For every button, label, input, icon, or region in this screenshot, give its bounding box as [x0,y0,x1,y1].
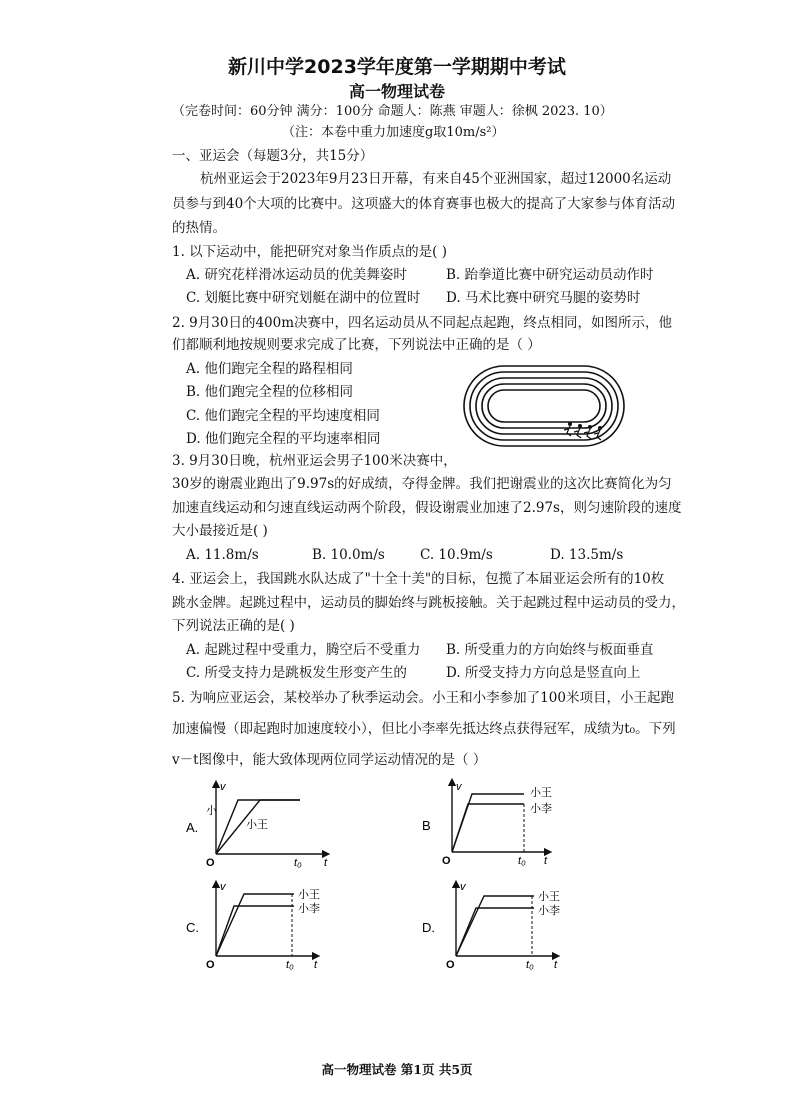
intro-line-2: 员参与到40个大项的比赛中。这项盛大的体育赛事也极大的提高了大家参与体育活动 [172,196,676,212]
q3-stem-1: 3. 9月30日晚，杭州亚运会男子100米决赛中， [172,453,457,469]
q3-option-c: C. 10.9m/s [420,547,493,563]
graph-c-t: t [314,959,318,970]
q1-option-b: B. 跆拳道比赛中研究运动员动作时 [446,267,654,283]
q2-stem-1: 2. 9月30日的400m决赛中，四名运动员从不同起点起跑，终点相同，如图所示，他 [172,315,673,331]
graph-b-origin: O [442,855,451,867]
page-footer: 高一物理试卷 第1页 共5页 [321,1062,473,1077]
q2-option-d: D. 他们跑完全程的平均速率相同 [186,431,381,447]
graph-d-v: v [460,881,466,893]
q4-stem-2: 跳水金牌。起跳过程中，运动员的脚始终与跳板接触。关于起跳过程中运动员的受力， [172,595,685,611]
graph-b [420,778,580,870]
graph-d-label: D. [422,920,435,935]
graph-b-t: t [544,855,548,867]
graph-b-line-li [452,804,524,852]
graph-a-v: v [220,781,226,793]
graph-a-t0: t₀ [294,857,302,869]
q2-option-b: B. 他们跑完全程的位移相同 [186,384,354,400]
graph-a-t: t [324,857,328,869]
intro-line-3: 的热情。 [172,220,226,236]
graph-d-line-wang [456,896,534,956]
q1-option-c: C. 划艇比赛中研究划艇在湖中的位置时 [186,290,421,306]
graph-c-origin: O [206,959,215,970]
q3-stem-3: 加速直线运动和匀速直线运动两个阶段，假设谢震业加速了2.97s，则匀速阶段的速度 [172,500,682,516]
graph-d-origin: O [446,959,455,970]
q3-stem-4: 大小最接近是( ) [172,523,268,539]
q4-stem-1: 4. 亚运会上，我国跳水队达成了"十全十美"的目标，包揽了本届亚运会所有的10枚 [172,571,665,587]
running-track-figure [460,360,630,450]
exam-title: 新川中学2023学年度第一学期期中考试 [228,56,566,78]
graph-a-wang-label: 小王 [246,819,268,831]
graph-a-label: A. [186,820,199,835]
graph-b-t0: t₀ [518,855,526,867]
q1-stem: 1. 以下运动中，能把研究对象当作质点的是( ) [172,244,447,260]
graph-d [420,878,580,970]
graph-a [180,778,340,870]
q3-option-b: B. 10.0m/s [312,547,385,563]
q3-option-a: A. 11.8m/s [186,547,259,563]
q2-option-a: A. 他们跑完全程的路程相同 [186,361,353,377]
graph-a-origin: O [206,857,215,869]
q4-option-d: D. 所受支持力方向总是竖直向上 [446,665,641,681]
section-heading: 一、亚运会（每题3分，共15分） [172,148,374,164]
q3-option-d: D. 13.5m/s [550,547,624,563]
q1-option-d: D. 马术比赛中研究马腿的姿势时 [446,290,641,306]
graph-d-t: t [554,959,558,970]
track-lane-3 [476,378,612,434]
graph-c-t0: t₀ [286,959,294,970]
intro-line-1: 杭州亚运会于2023年9月23日开幕，有来自45个亚洲国家，超过12000名运动 [200,171,672,187]
graph-b-v: v [456,781,462,793]
graph-b-label: B [422,818,431,833]
graph-d-wang-label: 小王 [538,891,560,903]
q4-option-b: B. 所受重力的方向始终与板面垂直 [446,642,654,658]
graph-d-t0: t₀ [526,959,534,970]
track-lane-5 [488,390,600,422]
graph-b-li-label: 小李 [530,803,552,815]
q4-option-a: A. 起跳过程中受重力，腾空后不受重力 [186,642,421,658]
q3-stem-2: 30岁的谢震业跑出了9.97s的好成绩，夺得金牌。我们把谢震业的这次比赛简化为匀 [172,476,672,492]
q4-option-c: C. 所受支持力是跳板发生形变产生的 [186,665,407,681]
q1-option-a: A. 研究花样滑冰运动员的优美舞姿时 [186,267,407,283]
graph-c-wang-label: 小王 [298,889,320,901]
track-lane-2 [470,372,618,440]
graph-c [180,878,340,970]
graph-b-wang-label: 小王 [530,787,552,799]
exam-note: （注：本卷中重力加速度g取10m/s²） [282,125,505,140]
graph-b-line-wang [452,794,524,852]
q5-stem-2: 加速偏慢（即起跑时加速度较小），但比小李率先抵达终点获得冠军，成绩为t₀。下列 [172,721,676,737]
exam-subtitle: 高一物理试卷 [348,82,445,101]
q2-stem-2: 们都顺利地按规则要求完成了比赛，下列说法中正确的是（ ） [172,337,541,353]
graph-d-li-label: 小李 [538,905,560,917]
q5-stem-1: 5. 为响应亚运会，某校举办了秋季运动会。小王和小李参加了100米项目，小王起跑 [172,690,674,706]
q4-stem-3: 下列说法正确的是( ) [172,618,295,634]
graph-a-li-label: 小 [206,805,217,817]
q2-option-c: C. 他们跑完全程的平均速度相同 [186,408,380,424]
graph-c-v: v [220,881,226,893]
q5-stem-3: v－t图像中，能大致体现两位同学运动情况的是（ ） [172,752,487,768]
graph-c-li-label: 小李 [298,903,320,915]
exam-info: （完卷时间：60分钟 满分：100分 命题人：陈燕 审题人：徐枫 2023. 10） [172,104,613,119]
graph-c-label: C. [186,920,199,935]
